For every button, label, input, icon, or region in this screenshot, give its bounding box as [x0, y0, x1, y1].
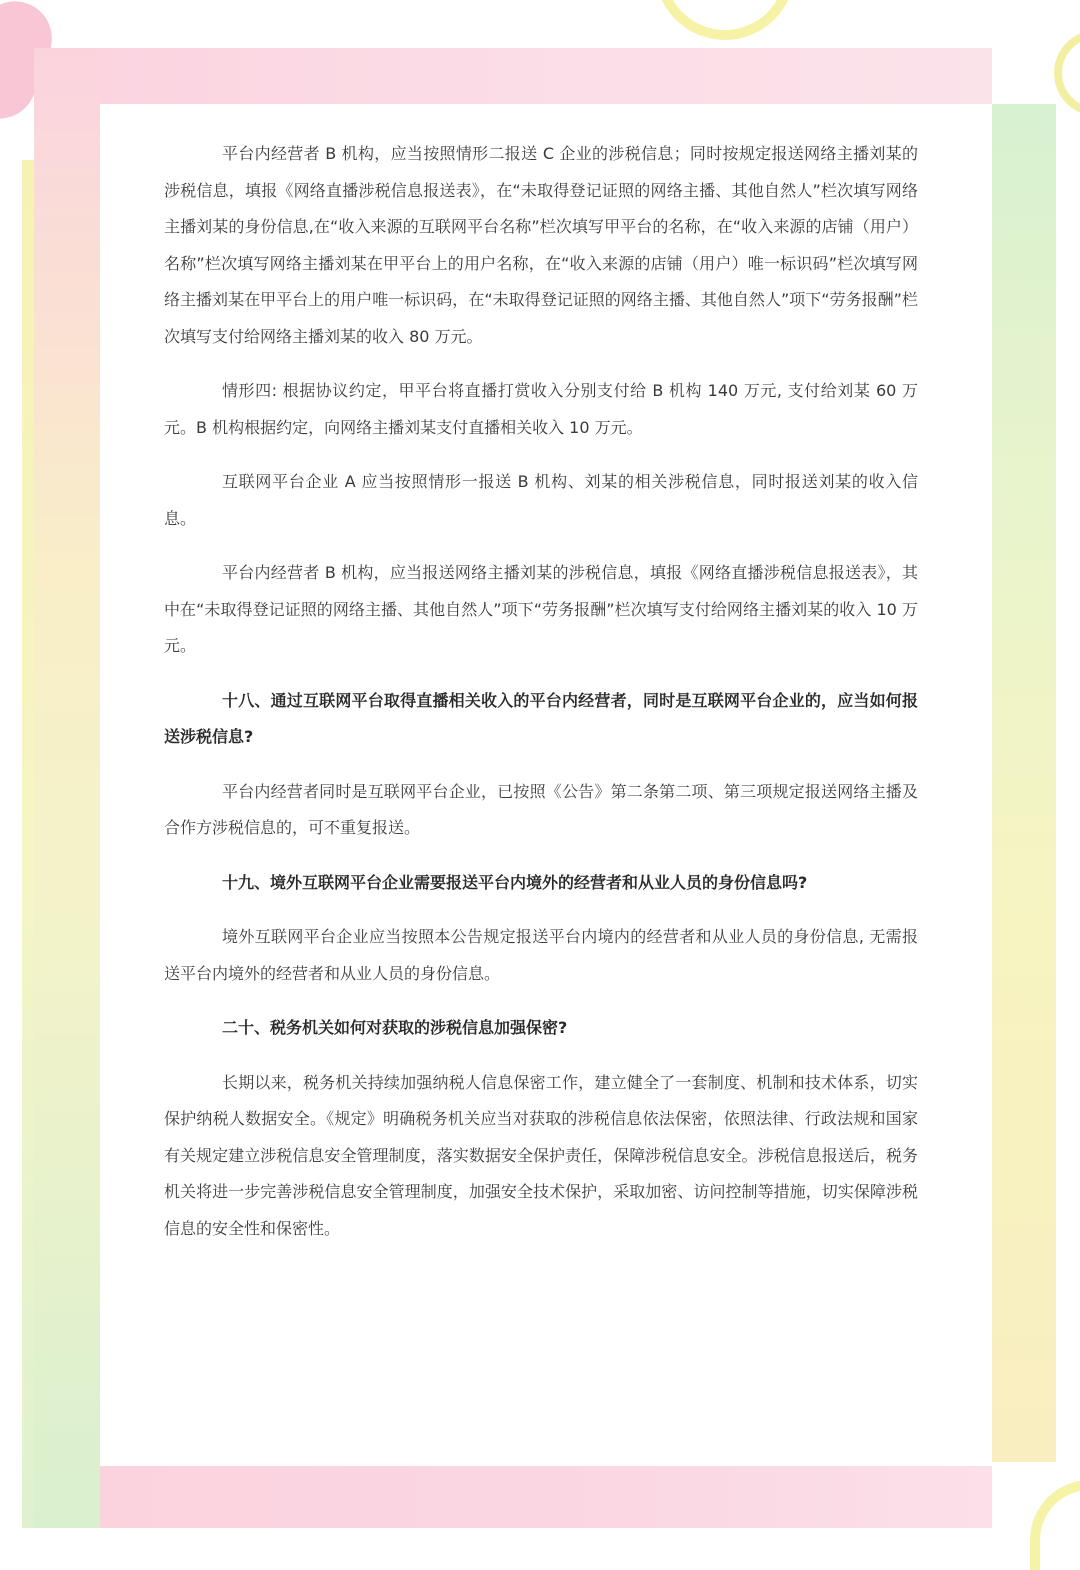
decorative-frame-left	[34, 48, 100, 1528]
answer-paragraph-19: 境外互联网平台企业应当按照本公告规定报送平台内境内的经营者和从业人员的身份信息, 无需报送平台内境外的经营者和从业人员的身份信息。	[164, 927, 918, 983]
decorative-arc-bottom	[1030, 1480, 1080, 1570]
decorative-arc-right	[1054, 30, 1080, 116]
document-page	[100, 104, 992, 1466]
decorative-frame-right	[992, 104, 1056, 1462]
answer-paragraph-18: 平台内经营者同时是互联网平台企业，已按照《公告》第二条第二项、第三项规定报送网络主播及合作方涉税信息的，可不重复报送。	[164, 781, 918, 837]
answer-paragraph-20: 长期以来，税务机关持续加强纳税人信息保密工作，建立健全了一套制度、机制和技术体系，切实保护纳税人数据安全。《规定》明确税务机关应当对获取的涉税信息依法保密，依照法律、行政法规和国家有关规定建立涉税信息安全管理制度，落实数据安全保护责任，保障涉税信息安全。涉税信息报送后，税务机关将进一步完善涉税信息安全管理制度，加强安全技术保护，采取加密、访问控制等措施，切实保障涉税信息的安全性和保密性。	[164, 1072, 918, 1238]
question-heading-19: 十九、境外互联网平台企业需要报送平台内境外的经营者和从业人员的身份信息吗?	[222, 872, 808, 892]
decorative-arc-top	[655, 0, 795, 40]
paragraph-b-agency-streamer-reporting: 平台内经营者 B 机构，应当报送网络主播刘某的涉税信息，填报《网络直播涉税信息报送表》，其中在“未取得登记证照的网络主播、其他自然人”项下“劳务报酬”栏次填写支付给网络主播刘某的收入 10 万元。	[164, 563, 918, 655]
paragraph-scenario-four: 情形四: 根据协议约定，甲平台将直播打赏收入分别支付给 B 机构 140 万元, 支付给刘某 60 万元。B 机构根据约定，向网络主播刘某支付直播相关收入 10 万元。	[164, 381, 918, 437]
document-content	[164, 136, 918, 1265]
decorative-frame-top	[34, 48, 992, 110]
question-heading-20: 二十、税务机关如何对获取的涉税信息加强保密?	[222, 1018, 568, 1037]
paragraph-platform-a-reporting: 互联网平台企业 A 应当按照情形一报送 B 机构、刘某的相关涉税信息，同时报送刘某的收入信息。	[164, 472, 918, 528]
paragraph-b-agency-reporting: 平台内经营者 B 机构，应当按照情形二报送 C 企业的涉税信息；同时按规定报送网络主播刘某的涉税信息，填报《网络直播涉税信息报送表》，在“未取得登记证照的网络主播、其他自然人”栏次填写网络主播刘某的身份信息,在“收入来源的互联网平台名称”栏次填写甲平台的名称，在“收入来源的店铺（用户）名称”栏次填写网络主播刘某在甲平台上的用户名称，在“收入来源的店铺（用户）唯一标识码”栏次填写网络主播刘某在甲平台上的用户唯一标识码，在“未取得登记证照的网络主播、其他自然人”项下“劳务报酬”栏次填写支付给网络主播刘某的收入 80 万元。	[164, 144, 918, 346]
decorative-frame-bottom	[100, 1466, 992, 1528]
question-heading-18: 十八、通过互联网平台取得直播相关收入的平台内经营者，同时是互联网平台企业的，应当如何报送涉税信息?	[164, 690, 918, 746]
